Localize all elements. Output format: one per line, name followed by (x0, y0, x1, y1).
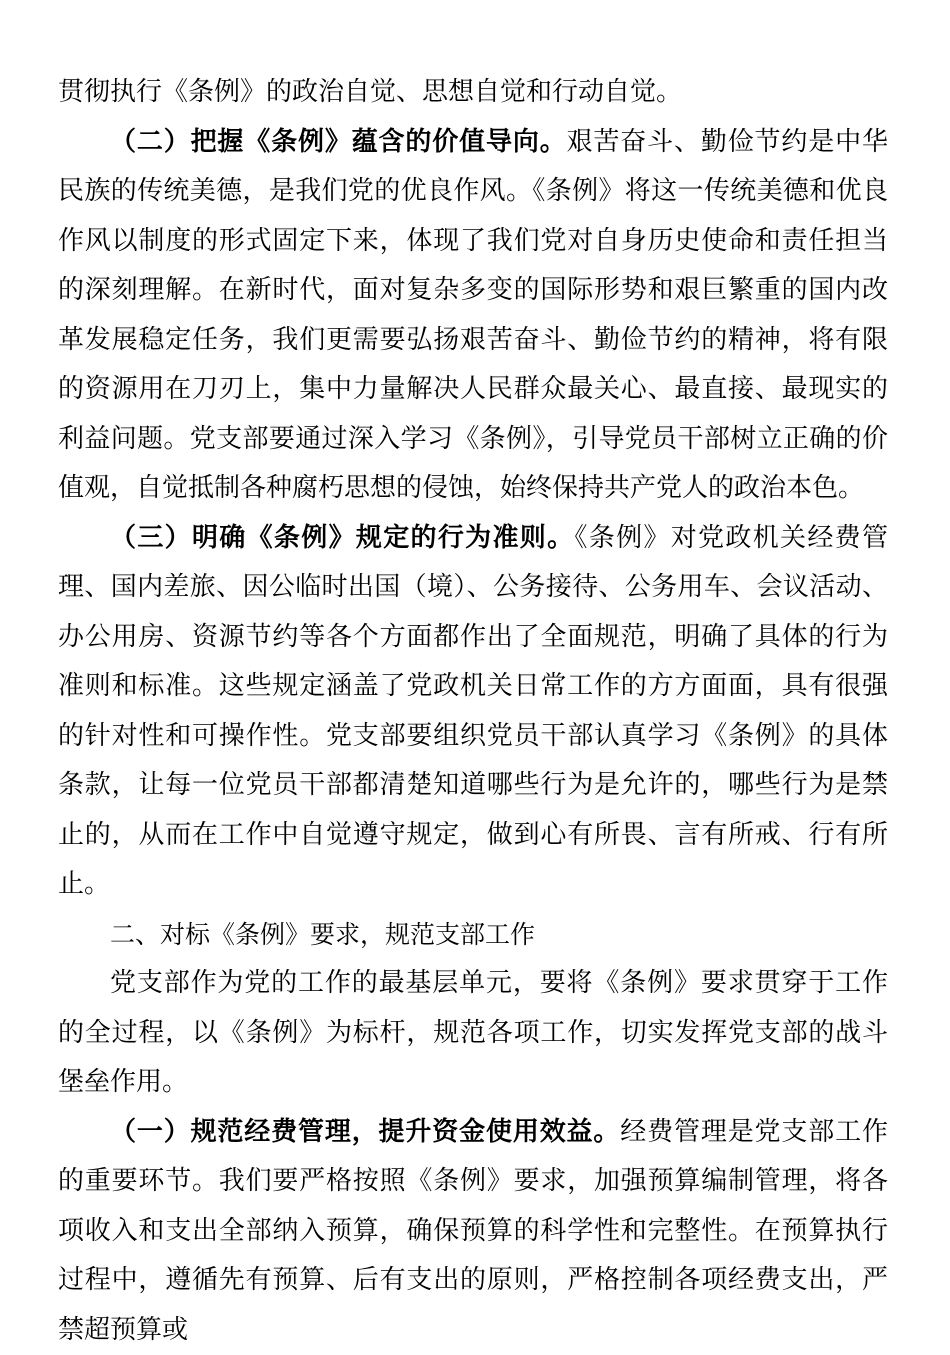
paragraph-section-2-2 (58, 118, 888, 514)
paragraph-lead: （二）把握《条例》蕴含的价值导向。 (110, 127, 567, 157)
paragraph-text: 经费管理是党支部工作的重要环节。我们要严格按照《条例》要求，加强预算编制管理，将各项收入和支出全部纳入预算，确保预算的科学性和完整性。在预算执行过程中，遵循先有预算、后有支出的原则，严格控制各项经费支出，严禁超预算或 (58, 1117, 888, 1345)
paragraph-lead: （三）明确《条例》规定的行为准则。 (110, 523, 574, 553)
paragraph-text: 《条例》对党政机关经费管理、国内差旅、因公临时出国（境）、公务接待、公务用车、会议活动、办公用房、资源节约等各个方面都作出了全面规范，明确了具体的行为准则和标准。这些规定涵盖了党政机关日常工作的方方面面，具有很强的针对性和可操作性。党支部要组织党员干部认真学习《条例》的具体条款，让每一位党员干部都清楚知道哪些行为是允许的，哪些行为是禁止的，从而在工作中自觉遵守规定，做到心有所畏、言有所戒、行有所止。 (58, 523, 888, 900)
document-page (58, 68, 888, 1355)
paragraph-text: 艰苦奋斗、勤俭节约是中华民族的传统美德，是我们党的优良作风。《条例》将这一传统美德和优良作风以制度的形式固定下来，体现了我们党对自身历史使命和责任担当的深刻理解。在新时代，面对复杂多变的国际形势和艰巨繁重的国内改革发展稳定任务，我们更需要弘扬艰苦奋斗、勤俭节约的精神，将有限的资源用在刀刃上，集中力量解决人民群众最关心、最直接、最现实的利益问题。党支部要通过深入学习《条例》，引导党员干部树立正确的价值观，自觉抵制各种腐朽思想的侵蚀，始终保持共产党人的政治本色。 (58, 127, 888, 504)
paragraph-text: 贯彻执行《条例》的政治自觉、思想自觉和行动自觉。 (58, 77, 682, 107)
paragraph-text: 党支部作为党的工作的最基层单元，要将《条例》要求贯穿于工作的全过程，以《条例》为标杆，规范各项工作，切实发挥党支部的战斗堡垒作用。 (58, 968, 888, 1097)
paragraph-section-2-3 (58, 514, 888, 910)
paragraph-lead: （一）规范经费管理，提升资金使用效益。 (110, 1117, 620, 1147)
section-heading: 二、对标《条例》要求，规范支部工作 (58, 910, 888, 960)
paragraph-section-3-1 (58, 1108, 888, 1355)
paragraph-intro (58, 959, 888, 1108)
paragraph-continuation (58, 68, 888, 118)
